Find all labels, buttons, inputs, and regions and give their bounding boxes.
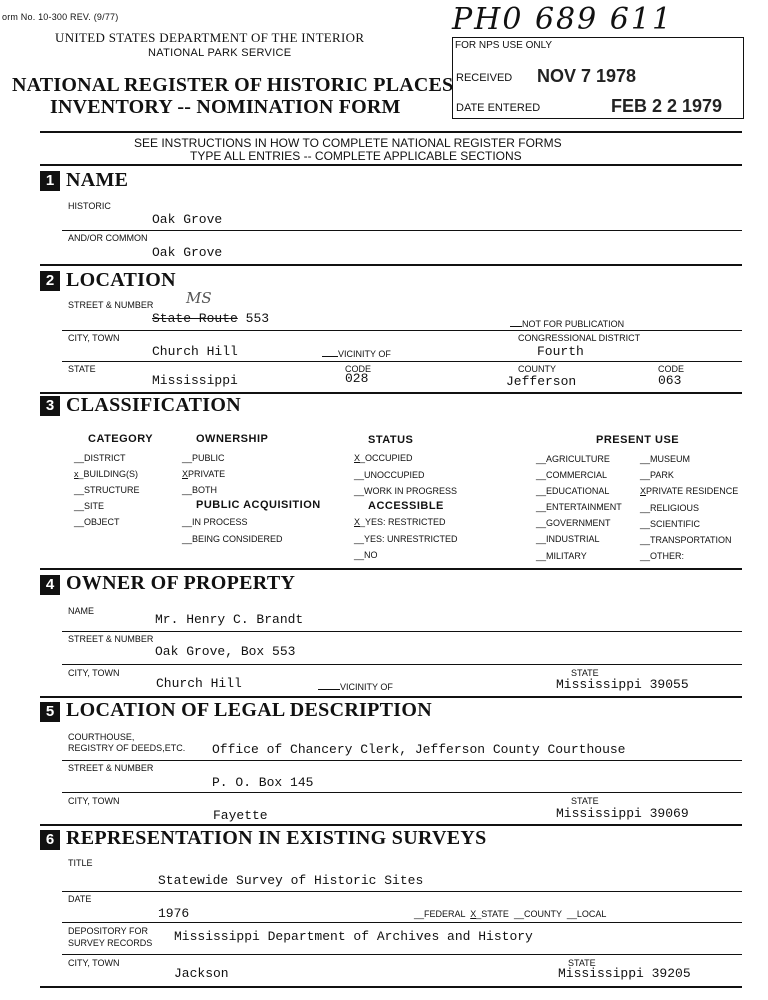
state-code-field[interactable]: 028	[345, 371, 369, 386]
survey-city-label: CITY, TOWN	[68, 958, 120, 968]
courthouse-field[interactable]: Office of Chancery Clerk, Jefferson County Courthouse	[212, 742, 626, 757]
form-number: orm No. 10-300 REV. (9/77)	[2, 12, 119, 22]
form-title-line1: NATIONAL REGISTER OF HISTORIC PLACES	[12, 74, 454, 96]
survey-title-field[interactable]: Statewide Survey of Historic Sites	[158, 873, 424, 888]
level-state[interactable]: X_STATE	[470, 909, 509, 919]
registry-label: REGISTRY OF DEEDS,ETC.	[68, 743, 186, 753]
county-label: COUNTY	[518, 364, 556, 374]
section-3-title: CLASSIFICATION	[66, 394, 241, 416]
struck-route: State Route	[152, 311, 238, 326]
use-entertainment[interactable]: __ENTERTAINMENT	[536, 502, 622, 512]
service-name: NATIONAL PARK SERVICE	[148, 47, 292, 59]
accessible-yes-restricted[interactable]: X_YES: RESTRICTED	[354, 517, 446, 527]
category-structure[interactable]: __STRUCTURE	[74, 485, 140, 495]
date-entered-label: DATE ENTERED	[456, 102, 541, 114]
section-6-number: 6	[40, 830, 60, 850]
district-field[interactable]: Fourth	[537, 344, 584, 359]
public-acquisition-header: PUBLIC ACQUISITION	[196, 499, 321, 511]
owner-state-field[interactable]: Mississippi 39055	[556, 677, 689, 692]
depository-label: DEPOSITORY FOR	[68, 926, 149, 936]
level-county[interactable]: __COUNTY	[513, 909, 562, 919]
received-stamp: NOV 7 1978	[537, 66, 637, 86]
section-5-number: 5	[40, 702, 60, 722]
owner-city-field[interactable]: Church Hill	[156, 676, 242, 691]
use-industrial[interactable]: __INDUSTRIAL	[536, 534, 600, 544]
legal-state-label: STATE	[571, 796, 599, 806]
legal-state-field[interactable]: Mississippi 39069	[556, 806, 689, 821]
ownership-both[interactable]: __BOTH	[182, 485, 218, 495]
route-number: 553	[245, 311, 270, 326]
use-religious[interactable]: __RELIGIOUS	[640, 503, 700, 513]
section-1-title: NAME	[66, 169, 129, 191]
acquisition-in-process[interactable]: __IN PROCESS	[182, 517, 248, 527]
owner-state-label: STATE	[571, 668, 599, 678]
ownership-header: OWNERSHIP	[196, 433, 269, 445]
use-commercial[interactable]: __COMMERCIAL	[536, 470, 608, 480]
owner-street-field[interactable]: Oak Grove, Box 553	[155, 644, 296, 659]
department-name: UNITED STATES DEPARTMENT OF THE INTERIOR	[55, 30, 365, 45]
ownership-public[interactable]: __PUBLIC	[182, 453, 225, 463]
section-4-title: OWNER OF PROPERTY	[66, 572, 296, 594]
instructions-line1: SEE INSTRUCTIONS IN HOW TO COMPLETE NATIONAL REGISTER FORMS	[134, 136, 562, 150]
present-use-header: PRESENT USE	[596, 434, 680, 446]
owner-vicinity-of: VICINITY OF	[318, 682, 393, 692]
category-site[interactable]: __SITE	[74, 501, 105, 511]
use-government[interactable]: __GOVERNMENT	[536, 518, 611, 528]
survey-level-options[interactable]	[414, 909, 606, 919]
status-work-in-progress[interactable]: __WORK IN PROGRESS	[354, 486, 458, 496]
survey-state-label: STATE	[568, 958, 596, 968]
nps-use-box	[452, 37, 744, 119]
nps-box-label: FOR NPS USE ONLY	[455, 40, 553, 51]
category-object[interactable]: __OBJECT	[74, 517, 120, 527]
form-title-line2: INVENTORY -- NOMINATION FORM	[50, 96, 401, 118]
section-6-title: REPRESENTATION IN EXISTING SURVEYS	[66, 827, 487, 849]
ownership-private[interactable]: XPRIVATE	[182, 469, 226, 479]
instructions-line2: TYPE ALL ENTRIES -- COMPLETE APPLICABLE SECTIONS	[190, 149, 522, 163]
acquisition-being-considered[interactable]: __BEING CONSIDERED	[182, 534, 283, 544]
county-code-field[interactable]: 063	[658, 373, 682, 388]
section-5-title: LOCATION OF LEGAL DESCRIPTION	[66, 699, 432, 721]
category-header: CATEGORY	[88, 433, 154, 445]
state-field[interactable]: Mississippi	[152, 373, 238, 388]
category-district[interactable]: __DISTRICT	[74, 453, 126, 463]
state-label: STATE	[68, 364, 96, 374]
use-museum[interactable]: __MUSEUM	[640, 454, 691, 464]
legal-street-label: STREET & NUMBER	[68, 763, 154, 773]
owner-city-label: CITY, TOWN	[68, 668, 120, 678]
survey-date-label: DATE	[68, 894, 92, 904]
use-educational[interactable]: __EDUCATIONAL	[536, 486, 610, 496]
depository-field[interactable]: Mississippi Department of Archives and History	[174, 929, 533, 944]
historic-name-field[interactable]: Oak Grove	[152, 212, 223, 227]
level-federal[interactable]: __FEDERAL	[414, 909, 466, 919]
county-field[interactable]: Jefferson	[506, 374, 577, 389]
status-header: STATUS	[368, 434, 414, 446]
status-unoccupied[interactable]: __UNOCCUPIED	[354, 470, 425, 480]
legal-city-field[interactable]: Fayette	[213, 808, 268, 823]
date-entered-stamp: FEB 2 2 1979	[611, 96, 723, 116]
survey-date-field[interactable]: 1976	[158, 906, 190, 921]
legal-city-label: CITY, TOWN	[68, 796, 120, 806]
section-2-title: LOCATION	[66, 269, 176, 291]
legal-street-field[interactable]: P. O. Box 145	[212, 775, 314, 790]
use-other[interactable]: __OTHER:	[640, 551, 685, 561]
survey-state-field[interactable]: Mississippi 39205	[558, 966, 691, 981]
street-field[interactable]	[152, 311, 269, 326]
section-3-number: 3	[40, 396, 60, 416]
level-local[interactable]: __LOCAL	[566, 909, 607, 919]
owner-name-label: NAME	[68, 606, 95, 616]
county-code-label: CODE	[658, 364, 685, 374]
accessible-header: ACCESSIBLE	[368, 500, 444, 512]
use-military[interactable]: __MILITARY	[536, 551, 587, 561]
section-2-number: 2	[40, 271, 60, 291]
survey-city-field[interactable]: Jackson	[174, 966, 229, 981]
handwritten-ms: MS	[186, 289, 212, 307]
historic-label: HISTORIC	[68, 201, 111, 211]
accessible-no[interactable]: __NO	[354, 550, 378, 560]
street-number-label: STREET & NUMBER	[68, 300, 154, 310]
use-transportation[interactable]: __TRANSPORTATION	[640, 535, 732, 545]
state-code-label: CODE	[345, 364, 372, 374]
owner-name-field[interactable]: Mr. Henry C. Brandt	[155, 612, 304, 627]
vicinity-of: VICINITY OF	[322, 349, 391, 359]
status-occupied[interactable]: X_OCCUPIED	[354, 453, 413, 463]
use-agriculture[interactable]: __AGRICULTURE	[536, 454, 610, 464]
owner-street-label: STREET & NUMBER	[68, 634, 154, 644]
section-1-number: 1	[40, 171, 60, 191]
city-field[interactable]: Church Hill	[152, 344, 238, 359]
congressional-district-label: CONGRESSIONAL DISTRICT	[518, 333, 641, 343]
city-town-label: CITY, TOWN	[68, 333, 120, 343]
not-for-publication: NOT FOR PUBLICATION	[510, 319, 624, 329]
handwritten-id: PH0 689 611	[452, 2, 674, 37]
survey-title-label: TITLE	[68, 858, 93, 868]
common-name-field[interactable]: Oak Grove	[152, 245, 223, 260]
category-buildings[interactable]: x_BUILDING(S)	[74, 469, 139, 479]
courthouse-label: COURTHOUSE,	[68, 732, 135, 742]
section-4-number: 4	[40, 575, 60, 595]
use-scientific[interactable]: __SCIENTIFIC	[640, 519, 701, 529]
survey-records-label: SURVEY RECORDS	[68, 938, 153, 948]
received-label: RECEIVED	[456, 72, 513, 84]
use-private-residence[interactable]: XPRIVATE RESIDENCE	[640, 486, 739, 496]
use-park[interactable]: __PARK	[640, 470, 674, 480]
common-label: AND/OR COMMON	[68, 233, 148, 243]
accessible-yes-unrestricted[interactable]: __YES: UNRESTRICTED	[354, 534, 458, 544]
